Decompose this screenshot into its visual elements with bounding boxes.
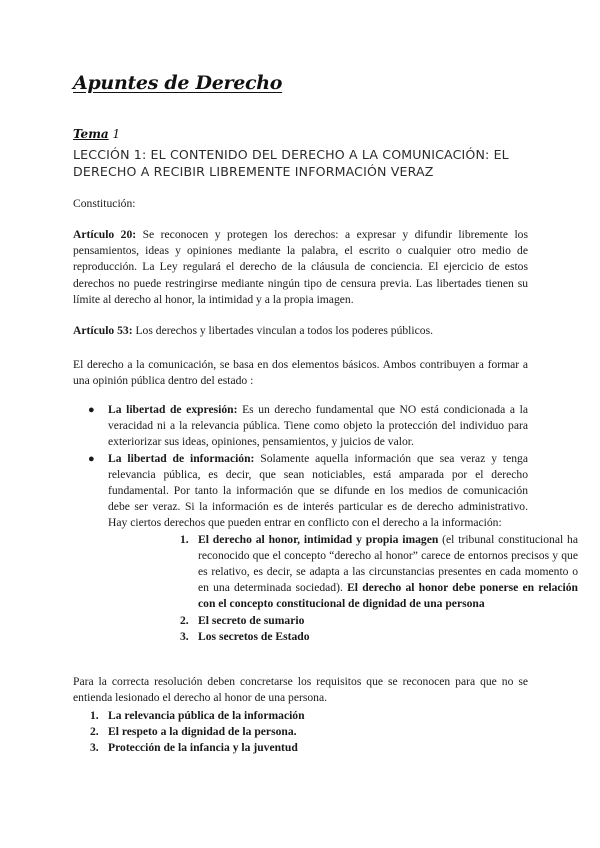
articulo-53-paragraph	[73, 323, 528, 339]
requisito-text: El respeto a la dignidad de la persona.	[108, 725, 297, 739]
bullet-item-informacion	[73, 451, 578, 645]
requisitos-list	[90, 708, 520, 757]
list-number: 1.	[180, 532, 189, 546]
articulo-20-label: Artículo 20:	[73, 228, 137, 241]
list-number: 1.	[90, 709, 99, 722]
conflict-label: Los secretos de Estado	[198, 629, 310, 643]
bullet-text: Solamente aquella información que sea veraz y tenga relevancia pública, es decir, que sean noticiables, está amparada por el derecho fundamental. Por tanto la información que se difunde en los medios de comunicación debe ser veraz. Si la información es de interés particular es de derecho administrativo. Hay ciertos derechos que pueden entrar en conflicto con el derecho a la información:	[108, 451, 528, 530]
bullet-icon: ●	[88, 452, 95, 465]
requisito-item	[90, 740, 520, 756]
bullet-icon: ●	[88, 404, 95, 416]
conflict-text: (el tribunal constitucional ha reconocido que el concepto “derecho al honor” carece de entornos precisos y que es relativo, es decir, se adapta a las circunstancias presentes en cada momento o en una determinada sociedad).	[198, 532, 578, 595]
articulo-53-label: Artículo 53:	[73, 324, 133, 337]
requisito-text: La relevancia pública de la información	[108, 709, 305, 722]
list-number: 2.	[180, 613, 189, 627]
intro-paragraph: El derecho a la comunicación, se basa en dos elementos básicos. Ambos contribuyen a formar a una opinión pública dentro del estado :	[73, 358, 528, 388]
constitucion-label: Constitución:	[73, 197, 136, 210]
conflict-item-sumario	[180, 613, 578, 629]
conflict-label: El derecho al honor, intimidad y propia imagen	[198, 532, 439, 546]
conflict-emphasis: El derecho al honor debe ponerse en relación con el concepto constitucional de dignidad de una persona	[198, 581, 578, 611]
bullet-label: La libertad de información:	[108, 451, 255, 465]
conflict-label: El secreto de sumario	[198, 613, 305, 627]
document-title: Apuntes de Derecho	[73, 72, 283, 94]
tema-label: Tema	[73, 127, 109, 141]
articulo-20-text: Se reconocen y protegen los derechos: a expresar y difundir libremente los pensamientos, ideas y opiniones mediante la palabra, el escrito o cualquier otro medio de reproducción. La Ley regulará el derecho de la cláusula de conciencia. El ejercicio de estos derechos no puede restringirse mediante ningún tipo de censura previa. Las libertades tienen su límite al derecho al honor, la intimidad y a la propia imagen.	[73, 228, 528, 306]
elements-bullet-list	[73, 402, 578, 645]
bullet-text: Es un derecho fundamental que NO está condicionada a la veracidad ni a la relevancia pública. Tiene como objeto la protección del individuo para exteriorizar sus ideas, opiniones, pensamientos, y juicios de valor.	[108, 403, 528, 449]
list-number: 3.	[90, 741, 99, 755]
requisito-text: Protección de la infancia y la juventud	[108, 741, 298, 755]
bullet-label: La libertad de expresión:	[108, 403, 238, 416]
articulo-20-paragraph	[73, 227, 528, 308]
lesson-title: LECCIÓN 1: EL CONTENIDO DEL DERECHO A LA COMUNICACIÓN: EL DERECHO A RECIBIR LIBREMENTE INFORMACIÓN VERAZ	[73, 147, 509, 179]
requisitos-intro: Para la correcta resolución deben concretarse los requisitos que se reconocen para que no se entienda lesionado el derecho al honor de una persona.	[73, 675, 528, 705]
tema-number: 1	[112, 127, 121, 141]
tema-heading	[73, 127, 120, 141]
requisito-item	[90, 708, 520, 724]
bullet-item-expresion	[73, 402, 528, 451]
list-number: 2.	[90, 725, 99, 739]
articulo-53-text: Los derechos y libertades vinculan a todos los poderes públicos.	[132, 324, 433, 337]
conflict-item-honor	[180, 532, 578, 613]
conflicts-list	[180, 532, 578, 645]
list-number: 3.	[180, 629, 189, 643]
conflict-item-estado	[180, 629, 578, 645]
requisito-item	[90, 724, 520, 740]
